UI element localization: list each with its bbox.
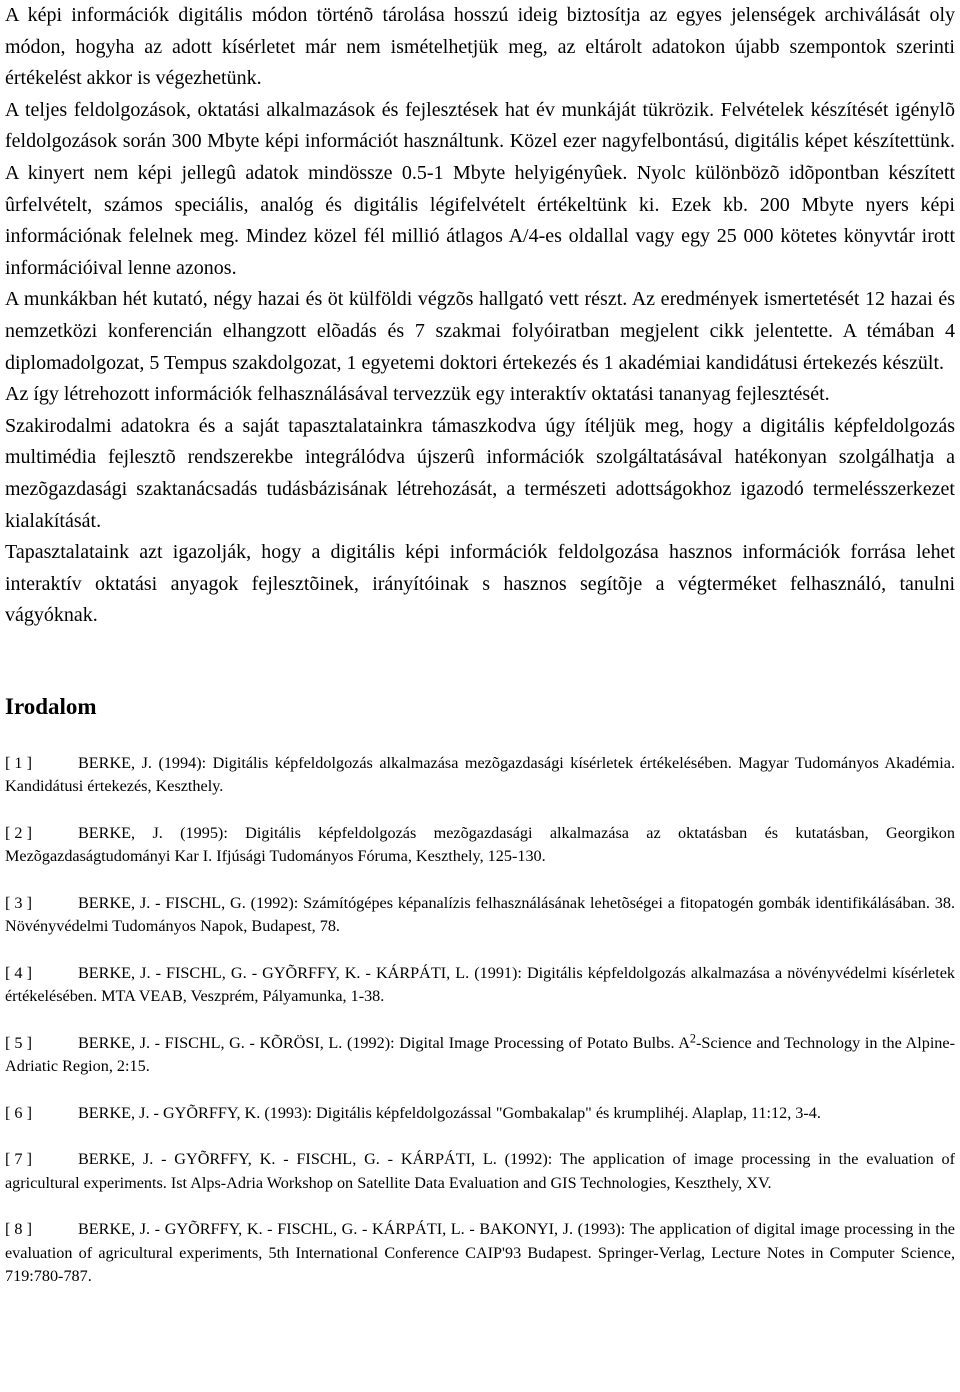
reference-number: [ 2 ] (5, 823, 32, 842)
reference-text-continued: -Science and Technology in the Alpine-Adriatic Region, 2:15. (5, 1033, 955, 1076)
reference-item (5, 1102, 955, 1126)
reference-text: BERKE, J. - FISCHL, G. - KÕRÖSI, L. (1992): Digital Image Processing of Potato Bulbs. A (78, 1033, 690, 1052)
reference-number: [ 8 ] (5, 1220, 32, 1239)
reference-text: BERKE, J. - GYÕRFFY, K. - FISCHL, G. - KÁRPÁTI, L. (1992): The application of image processing in the evaluation of agricultural experiments. Ist Alps-Adria Workshop on Satellite Data Evaluation and GIS Technologies, Keszthely, XV. (5, 1150, 955, 1192)
reference-text: BERKE, J. - GYÕRFFY, K. (1993): Digitális képfeldolgozással "Gombakalap" és krumplihéj. Alaplap, 11:12, 3-4. (78, 1103, 821, 1122)
reference-item (5, 752, 955, 799)
paragraph: Szakirodalmi adatokra és a saját tapasztalatainkra támaszkodva úgy ítéljük meg, hogy a digitális képfeldolgozás multimédia fejlesztõ rendszerekbe integrálódva újszerû információk szolgáltatásával hatékonyan szolgálhatja a mezõgazdasági szaktanácsadás tudásbázisának létrehozását, a természeti adottságokhoz igazodó termelésszerkezet kialakítását. (5, 414, 955, 532)
document-page (5, 0, 955, 1312)
reference-number: [ 5 ] (5, 1033, 32, 1052)
reference-item (5, 1032, 955, 1079)
reference-item (5, 822, 955, 869)
reference-item (5, 962, 955, 1009)
superscript: 2 (689, 1031, 696, 1046)
reference-text: BERKE, J. - GYÕRFFY, K. - FISCHL, G. - KÁRPÁTI, L. - BAKONYI, J. (1993): The application of digital image processing in the evaluation of agricultural experiments, 5th International Conference CAIP'93 Budapest. Springer-Verlag, Lecture Notes in Computer Science, 719:780-787. (5, 1220, 955, 1286)
paragraph: Az így létrehozott információk felhasználásával tervezzük egy interaktív oktatási tananyag fejlesztését. (5, 383, 830, 406)
reference-text: BERKE, J. (1994): Digitális képfeldolgozás alkalmazása mezõgazdasági kísérletek értékelésében. Magyar Tudományos Akadémia. Kandidátusi értekezés, Keszthely. (5, 753, 955, 796)
reference-number: [ 7 ] (5, 1150, 32, 1169)
reference-number: [ 4 ] (5, 963, 32, 982)
reference-list (5, 752, 955, 1289)
reference-item (5, 1218, 955, 1289)
reference-text: BERKE, J. - FISCHL, G. (1992): Számítógépes képanalízis felhasználásának lehetõségei a fitopatogén gombák identifikálásában. 38. Növényvédelmi Tudományos Napok, Budapest, 78. (5, 893, 955, 936)
reference-number: [ 1 ] (5, 753, 32, 772)
references-heading: Irodalom (5, 693, 97, 719)
reference-text: BERKE, J. - FISCHL, G. - GYÕRFFY, K. - KÁRPÁTI, L. (1991): Digitális képfeldolgozás alkalmazása a növényvédelmi kísérletek értékelésében. MTA VEAB, Veszprém, Pályamunka, 1-38. (5, 963, 955, 1006)
reference-item (5, 892, 955, 939)
paragraph: A képi információk digitális módon történõ tárolása hosszú ideig biztosítja az egyes jelenségek archiválását oly módon, hogyha az adott kísérletet már nem ismételhetjük meg, az eltárolt adatokon újabb szempontok szerinti értékelést akkor is végezhetünk. (5, 4, 955, 90)
paragraph: A munkákban hét kutató, négy hazai és öt külföldi végzõs hallgató vett részt. Az eredmények ismertetését 12 hazai és nemzetközi konferencián elhangzott elõadás és 7 szakmai folyóiratban megjelent cikk jelentette. A témában 4 diplomadolgozat, 5 Tempus szakdolgozat, 1 egyetemi doktori értekezés és 1 akadémiai kandidátusi értekezés készült. (5, 288, 955, 374)
body-text (5, 0, 955, 632)
paragraph: A teljes feldolgozások, oktatási alkalmazások és fejlesztések hat év munkáját tükrözik. Felvételek készítését igénylõ feldolgozások során 300 Mbyte képi információt használtunk. Közel ezer nagyfelbontású, digitális képet készítettünk. A kinyert nem képi jellegû adatok mindössze 0.5-1 Mbyte helyigényûek. Nyolc különbözõ idõpontban készített ûrfelvételt, számos speciális, analóg és digitális légifelvételt értékeltünk ki. Ezek kb. 200 Mbyte nyers képi információnak felelnek meg. Mindez közel fél millió átlagos A/4-es oldallal vagy egy 25 000 kötetes könyvtár irott információival lenne azonos. (5, 98, 955, 279)
reference-text: BERKE, J. (1995): Digitális képfeldolgozás mezõgazdasági alkalmazása az oktatásban és kutatásban, Georgikon Mezõgazdaságtudományi Kar I. Ifjúsági Tudományos Fóruma, Keszthely, 125-130. (5, 823, 955, 866)
reference-number: [ 3 ] (5, 893, 32, 912)
reference-number: [ 6 ] (5, 1103, 32, 1122)
paragraph: Tapasztalataink azt igazolják, hogy a digitális képi információk feldolgozása hasznos információk forrása lehet interaktív oktatási anyagok fejlesztõinek, irányítóinak s hasznos segítõje a végterméket felhasználó, tanulni vágyóknak. (5, 541, 955, 627)
reference-item (5, 1148, 955, 1195)
